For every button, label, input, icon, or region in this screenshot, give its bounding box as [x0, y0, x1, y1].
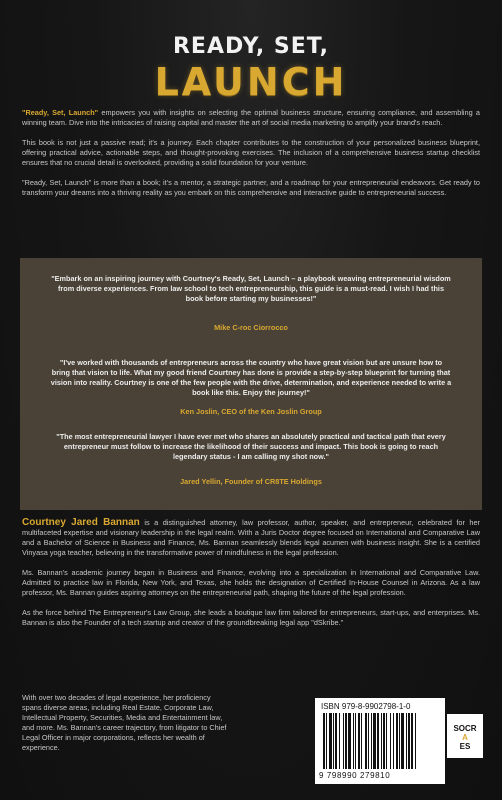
testimonial-author: Jared Yellin, Founder of CR8TE Holdings — [180, 477, 322, 486]
intro-paragraph-1 — [22, 108, 480, 128]
testimonial-quote: "The most entrepreneurial lawyer I have ever met who shares an absolutely practical and tactical path that every entrepreneur must follow to increase the likelihood of their success and impact. This book is going to reach legendary status - I am calling my shot now." — [56, 432, 446, 461]
author-bio — [22, 518, 480, 638]
barcode-bars — [321, 713, 439, 771]
intro-paragraph-3: "Ready, Set, Launch" is more than a book; it's a mentor, a strategic partner, and a roadmap for your entrepreneurial endeavors. Get ready to transform your dreams into a thriving reality as you embark on this comprehensive and interactive guide to entrepreneurial success. — [22, 178, 480, 197]
bio-paragraph-2: Ms. Bannan's academic journey began in Business and Finance, evolving into a specialization in International and Comparative Law. Admitted to practice law in Florida, New York, and Texas, she holds the designation of Certified In-House Counsel in Arizona. As a law professor, Ms. Bannan guides aspiring attorneys on the entrepreneurial path, shaping the future of the legal profession. — [22, 568, 480, 597]
author-name: Courtney Jared Bannan — [22, 517, 140, 528]
title-main: LAUNCH — [154, 60, 348, 104]
isbn-label: ISBN 979-8-9902798-1-0 — [321, 702, 411, 711]
intro-book-title: "Ready, Set, Launch" — [22, 108, 99, 117]
publisher-logo-accent: A — [462, 733, 468, 742]
testimonials-panel — [20, 258, 482, 510]
bio-paragraph-1-text: is a distinguished attorney, law professor, author, speaker, and entrepreneur, celebrated for her multifaceted expertise and visionary leadership in the legal realm. With a Juris Doctor degree focused on International and Comparative Law and a Bachelor of Science in Business and Finance, Ms. Bannan seamlessly blends legal acumen with business insight. She is a certified Vinyasa yoga teacher, believing in the transformative power of mindfulness in the legal profession. — [22, 518, 480, 557]
bio-paragraph-4: With over two decades of legal experience, her proficiency spans diverse areas, including Real Estate, Corporate Law, Intellectual Property, Securities, Media and Entertainment law, and more. Ms. Bannan's career trajectory, from litigator to Chief Legal Officer in major corporations, reflects her wealth of experience. — [22, 693, 227, 752]
bio-paragraph-1 — [22, 518, 480, 558]
barcode — [315, 698, 445, 784]
publisher-logo — [447, 714, 483, 758]
publisher-logo-line-1: SOCR — [453, 724, 477, 733]
testimonial-author: Ken Joslin, CEO of the Ken Joslin Group — [180, 407, 322, 416]
bio-paragraph-3: As the force behind The Entrepreneur's Law Group, she leads a boutique law firm tailored for entrepreneurs, start-ups, and enterprises. Ms. Bannan is also the Founder of a tech startup and creator of the groundbreaking legal app "dSkribe." — [22, 608, 480, 627]
publisher-logo-line-2 — [447, 733, 483, 751]
barcode-digits: 9 798990 279810 — [319, 771, 391, 780]
publisher-logo-line-2-text: ES — [459, 742, 471, 751]
intro-section — [22, 108, 480, 208]
intro-paragraph-1-text: empowers you with insights on selecting the optimal business structure, ensuring compliance, and assembling a winning team. Dive into the intricacies of raising capital and master the art of social media marketing to amplify your brand's reach. — [22, 108, 480, 127]
testimonial-quote: "Embark on an inspiring journey with Courtney's Ready, Set, Launch – a playbook weaving entrepreneurial wisdom from diverse experiences. From law school to tech entrepreneurship, this guide is a must-read. I wish I had this book before starting my businesses!" — [51, 274, 451, 303]
testimonial-author: Mike C-roc Ciorrocco — [214, 323, 288, 332]
testimonial-quote: "I've worked with thousands of entrepreneurs across the country who have great vision but are unsure how to bring that vision to life. What my good friend Courtney has done is provide a step-by-step blueprint for turning that vision into reality. Courtney is one of the few people with the drive, determination, and experience needed to write a book like this. Enjoy the journey!" — [50, 358, 452, 397]
title-top: READY, SET, — [172, 34, 330, 59]
intro-paragraph-2: This book is not just a passive read; it's a journey. Each chapter contributes to the construction of your personalized business blueprint, offering practical advice, actionable steps, and thought-provoking exercises. The inclusion of a comprehensive business startup checklist ensures that no crucial detail is overlooked, providing a solid foundation for your venture. — [22, 138, 480, 167]
